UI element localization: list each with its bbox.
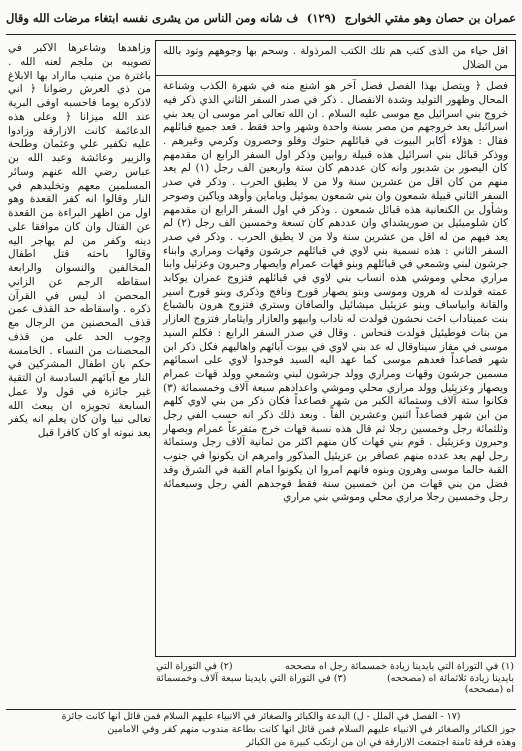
bottom-text — [6, 724, 516, 750]
footnote-row — [156, 661, 514, 673]
footnote-1-cont: بايدينا زيادة ثلاثمائة اه (مصححه) — [386, 672, 514, 684]
page-number: (١٢٩) — [306, 11, 337, 25]
top-passage: اقل حياء من الذى كتب هم تلك الكتب المرذولة . وسحم بها وجوههم وتود بالله من الضلال — [156, 41, 515, 76]
footnote-row — [156, 673, 514, 685]
header-rule — [6, 34, 516, 35]
footnote-1: (١) في التوراة التي بايدينا زيادة خمسمائة رجل اه مصححه — [284, 661, 514, 672]
running-head-right: عمران بن حصان وهو مفتي الخوارج — [344, 11, 516, 25]
main-body — [156, 76, 515, 509]
side-column — [8, 42, 151, 654]
footnote-3: (٣) في التوراة التي بايدينا سبعة آلاف وخمسمائة — [156, 672, 347, 684]
footnote-row — [156, 684, 514, 696]
main-column — [155, 40, 516, 657]
footnote-2-start: (٢) في التوراة التي — [156, 661, 233, 672]
footer-rule — [6, 709, 516, 710]
footnotes — [156, 661, 514, 707]
side-column-text: وزاهدها وشاعرها الاكبر في تصويبه بن ملجم لعنه الله . باغترة من منيب مااراد بها الابلاغ من ذي العرش رضوانا ﴿ اني لاذكره يوما فاحسبه اوفى البرية عند الله ميزانا ﴿ وعلى هذه الدعائمة كانت الازارقة وزادوا عليه تكفير علي وعثمان وطلحة والزبير وعائشة وعبد الله بن عباس رضي الله عنهم وسائر المسلمين معهم وتخليدهم في النار وقالوا انه كفر القعدة وهو اول من اظهر البراءة من القعدة عن القتال وان كان موافقا على دينه وكفر من لم يهاجر اليه وقالوا باحته قتل اطفال المخالفين والنسوان والرابعة اسقاطه الرجم عن الزاني المحصن اذ ليس في القرآن ذكره . واسقاطه حد القذف عمن قذف المحصنين من الرجال مع وجوب الحد على من قذف المحصنات من النساء . الخامسة حكم بان اطفال المشركين في النار مع آبائهم السادسة ان التقية غير جائزة في قول ولا عمل السابعة تجويزه ان يبعث الله تعالى نبيا وان كان يعلم انه يكفر بعد نبوته او كان كافرا قبل — [8, 42, 151, 439]
signature-line: (١٧ - الفصل في الملل - ل) البدعة والكبائر والصغائر في الانبياء عليهم السلام فمن قائل انها كانت جائزة — [61, 711, 461, 722]
bottom-line-1: جوز الكبائر والصغائر في الانبياء عليهم السلام فمن قائل انها كانت بطاعة مندوب منهم كفر وفي الامامين — [107, 724, 516, 735]
running-header — [6, 4, 516, 32]
bottom-line-2: وهذه فرقة ثامنة اجتمعت الازارقة في ان من ارتكب كبيرة من الكبائر — [246, 736, 516, 748]
main-body-text: فصل ﴿ ويتصل بهذا الفصل فصل آخر هو اشنع منه في شهرة الكذب وشناعة المحال وظهور التوليد وشدة الانفصال . ذكر في صدر السفر الثاني الذي ذكر فيه خروج بني اسرائيل مع موسى عليه السلام . ان الله تعالى امر موسى ان يعد بني اسرائيل بعد خروجهم من مصر بسنة واحدة وشهر واحد فقط . فعد جميع قبائلهم فقال : هؤلاء أكابر البيوت في قبائلهم حتوك وفلو وحصرون وكرمي وغيرهم . ووذكر قبائل بني اسرائيل هذه قبيلة روابين وذكر اول السفر الرابع ان مقدمهم كان اليصور بن شديور وانه كان عددهم كان ستة واربعين الف رجل (١) لم يعد منهم من كان اقل من عشرين سنة ولا من لا يطيق الحرب . وذكر في صدر السفر الثاني قبيلة شمعون وان بني شمعون يموئيل وياماين وأوهد وياكين وصوحر وشأول بن الكنعانية هذه قبائل شمعون . وذكر في اول السفر الرابع ان مقدمهم كان شلوميئيل بن صوريشداي وان عددهم كان تسعة وخمسين الف رجل (٢) لم يعد فيهم من له اقل من عشرين سنة ولا من لا يطيق الحرب . وذكر في صدر السفر الثاني : هذه تسمية بني لاوي في قبائلهم جرشون وقهات ومراري وابناء جرشون لبني وشمعي في قبائلهم وبنو قهات عمرام وايصهار وحبرون وعزئيل وابنا مراري محلي وموشي هذه انساب بني لاوي في قبائلهم فتزوج عمران يوكابد عمته فولدت له هرون وموسى وبنو يصهار قورح ونافج وذكرى وبنو قورح اسير والقانة وابياساف وبنو عزيئيل ميشائيل والصافان وستري فتزوج هرون بالشباع بنت عميناداب اخت نحشون فولدت له ناداب وابيهو والعازار وايثامار فتزوج العازار من بنات فوطيئيل فولدت فنحاس . وقال في صدر السفر الرابع : فكلم السيد موسى في مفاز سيناوقال له عد بني لاوي في بيوت آبائهم واهاليهم فكل ذكر ابن شهر فصاعداً فعدهم موسى كما عهد اليه السيد فوجدوا لاوي على اسمائهم مسمين جرشون وقهات ومراري وولد جرشون لبني وشمعي وولد قهات عمرام ويصهار وعزيئيل وولد مراري محلي وموشي واعدادهم سبعة آلاف وخمسمائة (٣) فكانوا ستة آلاف وستمائة الكبر من شهر فصاعداً فكان ذكر من بني لاوي كلهم من ابن شهر فصاعداً اثنين وعشرين الفاً . وبعد ذلك ذكر انه حسب الفي رجل وثلثمائة رجل وخمسين رجلا ثم قال هذه نسبة قهات خرج متفرعاً عمرام وبصهار وحبرون وعزيئيل . قوم بني قهات كان منهم اكثر من ثمانية آلاف رجل وستمائة رجل لهم يعد عدده منهم عصافر بن عزيئيل المذكور وامرهم ان يكونوا في جنوب القبة حالما موسى وهرون وبنوه فانهم امروا ان يكونوا امام القبة في الشرق وقد فضل من بني قهات من ابن خمسين سنة فقط فوجدهم الفي رجل وسبعمائة رجل وخمسين رجلا مراري محلي وموشي بني مراري — [163, 80, 508, 504]
footnote-3-cont: اه (مصححه) — [464, 684, 514, 695]
running-head-left: ف شانه ومن الناس من يشرى نفسه ابتغاء مرضات الله وقال — [6, 11, 299, 25]
